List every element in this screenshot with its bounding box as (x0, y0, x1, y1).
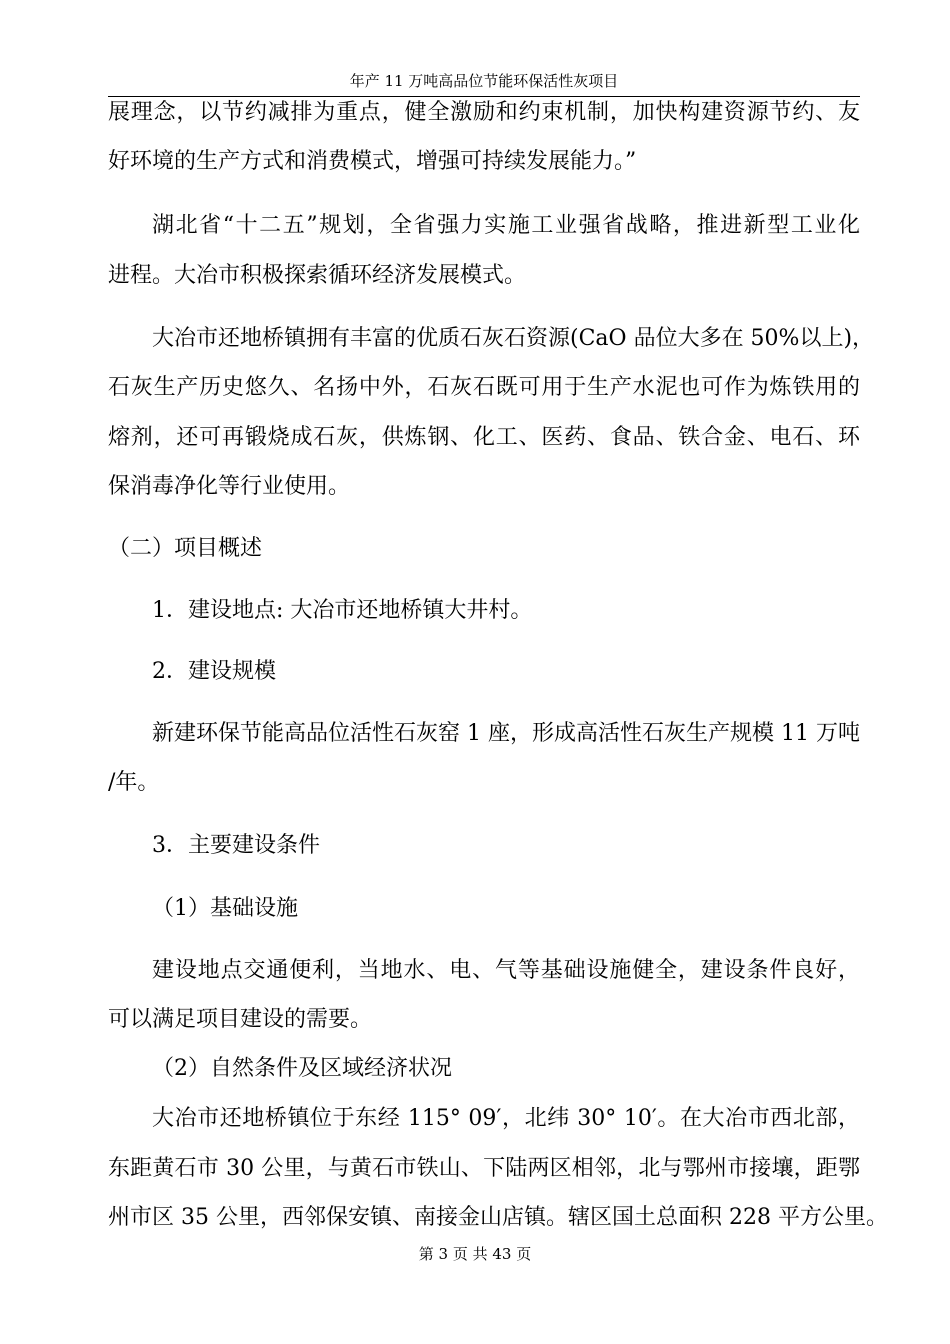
subitem-heading: （2）自然条件及区域经济状况 (152, 1056, 452, 1081)
paragraph-line: 大冶市还地桥镇拥有丰富的优质石灰石资源(CaO 品位大多在 50%以上)， (152, 326, 875, 351)
paragraph-line: 可以满足项目建设的需要。 (108, 1007, 373, 1032)
paragraph-line: 大冶市还地桥镇位于东经 115° 09′，北纬 30° 10′。在大冶市西北部， (152, 1106, 860, 1131)
running-header: 年产 11 万吨高品位节能环保活性灰项目 (108, 66, 860, 97)
paragraph-line: 熔剂，还可再锻烧成石灰，供炼钢、化工、医药、食品、铁合金、电石、环 (108, 425, 860, 450)
paragraph-line: 展理念，以节约减排为重点，健全激励和约束机制，加快构建资源节约、友 (108, 100, 860, 125)
paragraph-line: 新建环保节能高品位活性石灰窑 1 座，形成高活性石灰生产规模 11 万吨 (152, 721, 860, 746)
paragraph-line: 好环境的生产方式和消费模式，增强可持续发展能力。” (108, 149, 637, 174)
paragraph-line: /年。 (108, 770, 160, 795)
page-number: 第 3 页 共 43 页 (418, 1245, 532, 1263)
paragraph-line: 建设地点交通便利，当地水、电、气等基础设施健全，建设条件良好， (152, 958, 860, 983)
paragraph-line: 石灰生产历史悠久、名扬中外，石灰石既可用于生产水泥也可作为炼铁用的 (108, 375, 860, 400)
paragraph-line: 进程。大冶市积极探索循环经济发展模式。 (108, 263, 527, 288)
item-heading: 2．建设规模 (152, 659, 276, 684)
section-heading: （二）项目概述 (108, 536, 263, 561)
paragraph-line: 湖北省“十二五”规划，全省强力实施工业强省战略，推进新型工业化 (152, 213, 860, 238)
paragraph-line: 保消毒净化等行业使用。 (108, 474, 351, 499)
paragraph-line: 州市区 35 公里，西邻保安镇、南接金山店镇。辖区国土总面积 228 平方公里。 (108, 1205, 888, 1230)
subitem-heading: （1）基础设施 (152, 896, 298, 921)
paragraph-line: 东距黄石市 30 公里，与黄石市铁山、下陆两区相邻，北与鄂州市接壤，距鄂 (108, 1156, 860, 1181)
item-heading: 1．建设地点: 大冶市还地桥镇大井村。 (152, 598, 533, 623)
item-heading: 3．主要建设条件 (152, 833, 320, 858)
